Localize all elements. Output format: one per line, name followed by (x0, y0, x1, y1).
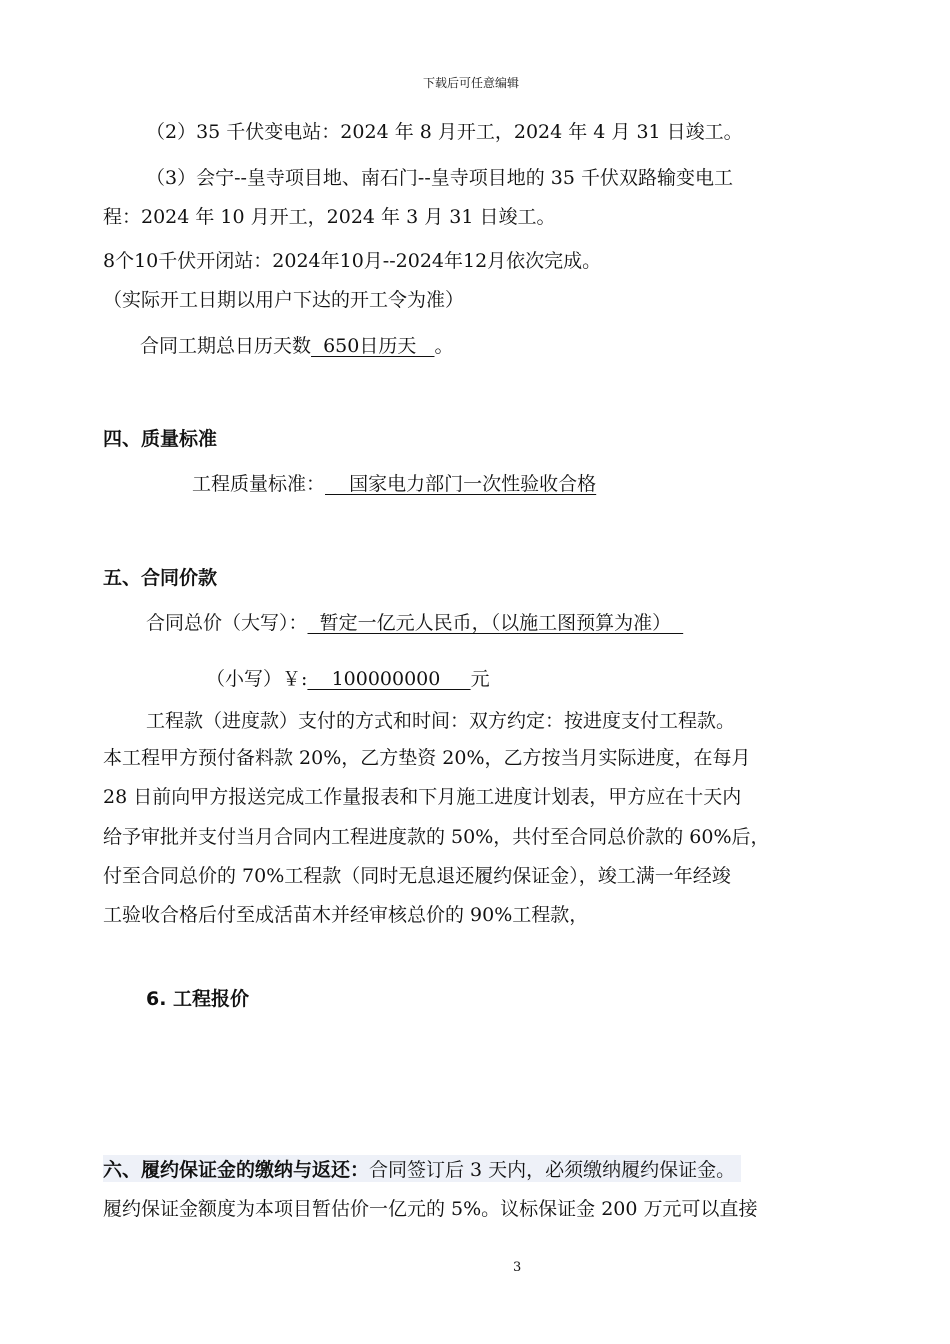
schedule-note: （实际开工日期以用户下达的开工令为准） (103, 289, 465, 311)
total-price-value: 暂定一亿元人民币，（以施工图预算为准） (307, 612, 684, 634)
total-days-suffix: 。 (434, 335, 454, 357)
payment-line-6: 工验收合格后付至成活苗木并经审核总价的 90%工程款， (103, 904, 589, 926)
small-price-value: 100000000 (307, 668, 471, 690)
schedule-stations: 8个10千伏开闭站：2024年10月--2024年12月依次完成。 (103, 250, 602, 272)
total-price-label: 合同总价（大写）： (146, 612, 308, 634)
deposit-heading: 六、履约保证金的缴纳与返还： (103, 1159, 370, 1181)
deposit-line-1 (103, 1155, 741, 1182)
quality-standard-value: 国家电力部门一次性验收合格 (325, 473, 597, 495)
small-price-line (206, 664, 490, 691)
quote-heading: 6. 工程报价 (146, 988, 250, 1010)
page-header-note: 下载后可任意编辑 (423, 76, 520, 90)
small-price-label: （小写）￥: (206, 668, 308, 690)
price-heading: 五、合同价款 (103, 567, 218, 589)
payment-line-4: 给予审批并支付当月合同内工程进度款的 50%，共付至合同总价款的 60%后， (103, 826, 770, 848)
page-number: 3 (513, 1260, 522, 1275)
deposit-line-2: 履约保证金额度为本项目暂估价一亿元的 5%。议标保证金 200 万元可以直接 (103, 1198, 758, 1220)
schedule-item-2: （2）35 千伏变电站：2024 年 8 月开工，2024 年 4 月 31 日竣工。 (146, 121, 743, 143)
small-price-unit: 元 (470, 668, 490, 690)
quality-heading: 四、质量标准 (103, 428, 218, 450)
total-days-value: 650日历天 (311, 335, 435, 357)
quality-standard-line (192, 469, 596, 496)
total-price-line (146, 608, 683, 635)
payment-line-5: 付至合同总价的 70%工程款（同时无息退还履约保证金），竣工满一年经竣 (103, 865, 731, 887)
quality-standard-label: 工程质量标准： (192, 473, 326, 495)
payment-line-3: 28 日前向甲方报送完成工作量报表和下月施工进度计划表，甲方应在十天内 (103, 786, 742, 808)
payment-line-2: 本工程甲方预付备料款 20%，乙方垫资 20%，乙方按当月实际进度，在每月 (103, 747, 751, 769)
deposit-line-1-text: 合同签订后 3 天内，必须缴纳履约保证金。 (369, 1159, 736, 1181)
schedule-item-3-line1: （3）会宁--皇寺项目地、南石门--皇寺项目地的 35 千伏双路输变电工 (146, 167, 734, 189)
total-days-label: 合同工期总日历天数 (140, 335, 312, 357)
total-days-line (140, 331, 454, 358)
schedule-item-3-line2: 程：2024 年 10 月开工，2024 年 3 月 31 日竣工。 (103, 206, 556, 228)
payment-line-1: 工程款（进度款）支付的方式和时间：双方约定：按进度支付工程款。 (146, 710, 736, 732)
